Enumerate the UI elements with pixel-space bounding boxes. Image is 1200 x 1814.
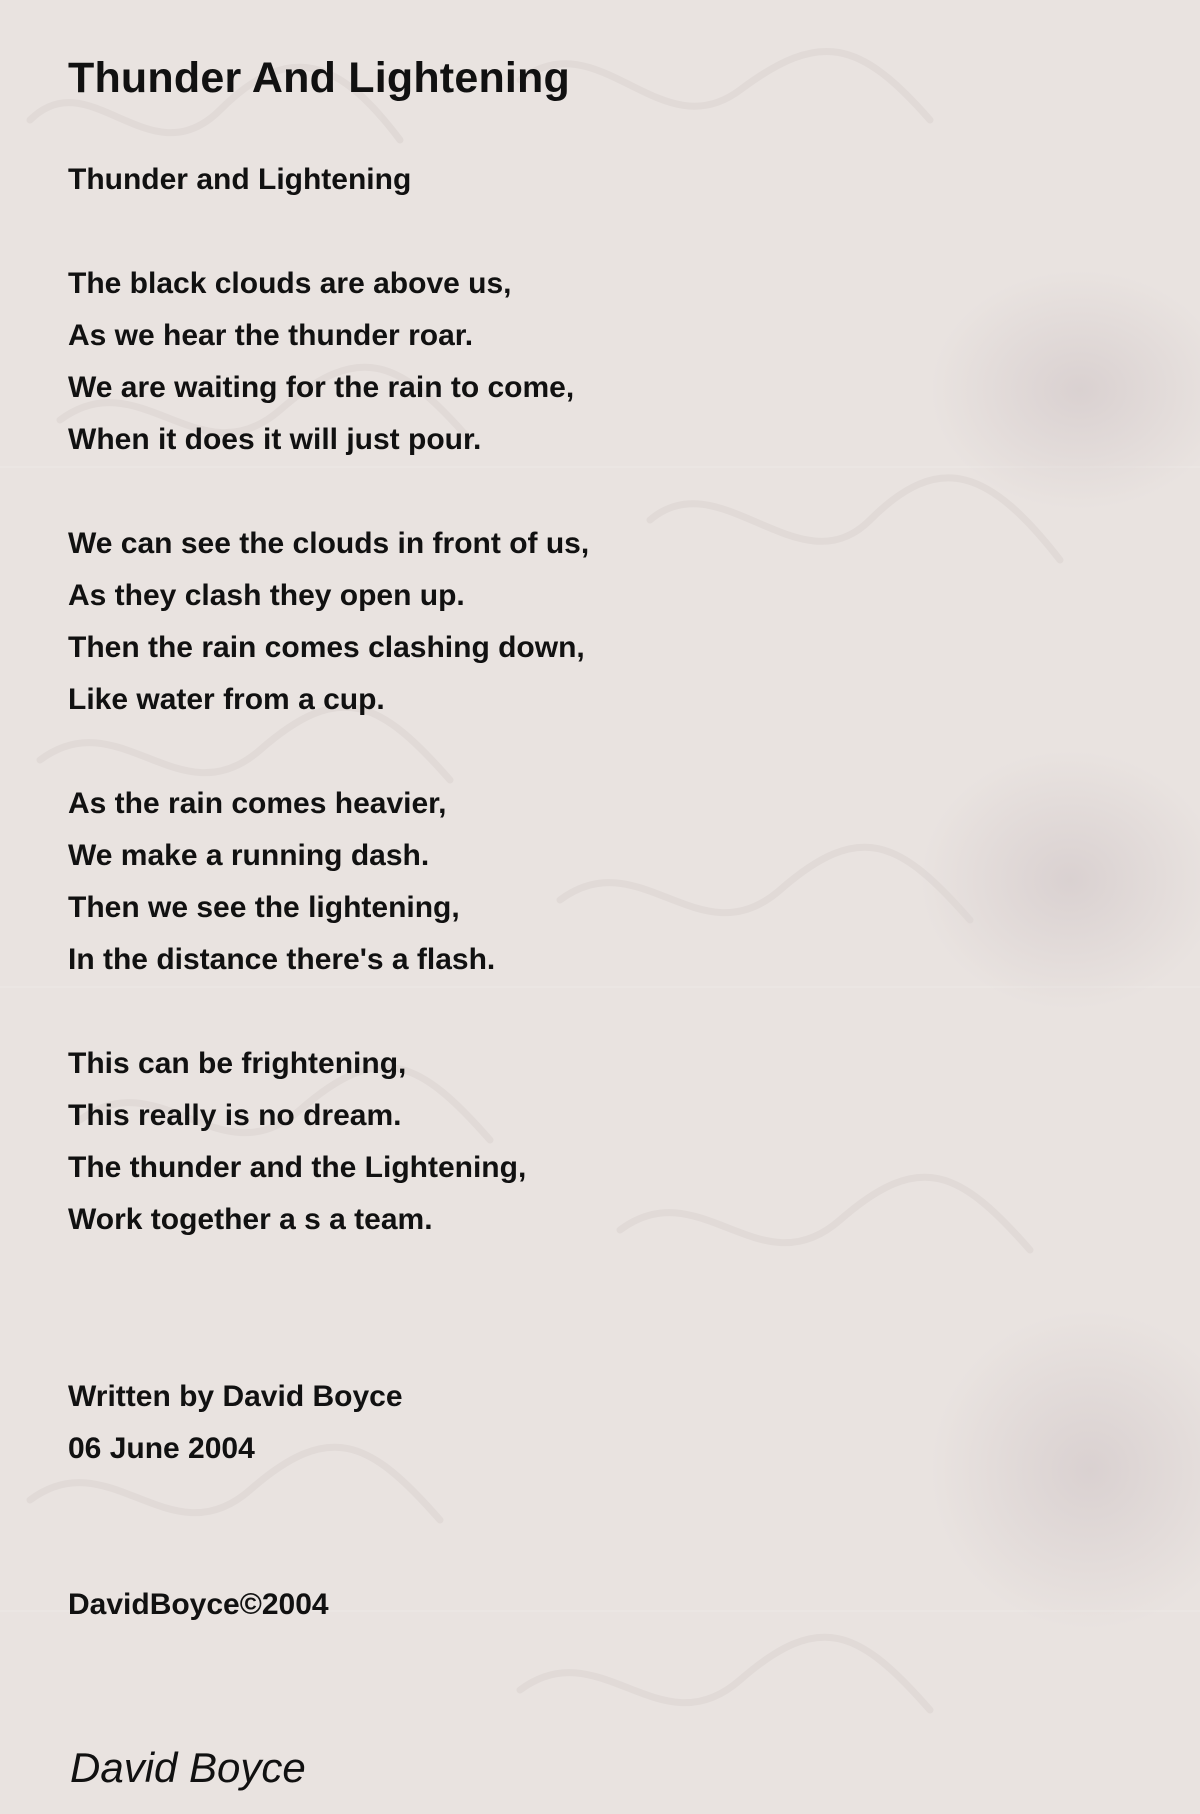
stanza-2 bbox=[68, 518, 589, 726]
poem-line: Work together a s a team. bbox=[68, 1203, 433, 1236]
author-signature: David Boyce bbox=[70, 1744, 306, 1791]
poem-content bbox=[68, 48, 1128, 1791]
poem-line: As we hear the thunder roar. bbox=[68, 319, 474, 352]
poem-title: Thunder And Lightening bbox=[68, 54, 570, 102]
poem-line: This can be frightening, bbox=[68, 1047, 407, 1080]
poem-body bbox=[68, 258, 589, 1298]
poem-line: We can see the clouds in front of us, bbox=[68, 527, 590, 560]
stanza-3 bbox=[68, 778, 589, 986]
poem-line: Like water from a cup. bbox=[68, 683, 385, 716]
poem-line: The black clouds are above us, bbox=[68, 267, 512, 300]
poem-date: 06 June 2004 bbox=[68, 1432, 255, 1465]
copyright-line: DavidBoyce©2004 bbox=[68, 1588, 329, 1621]
poem-line: When it does it will just pour. bbox=[68, 423, 482, 456]
poem-line: Then we see the lightening, bbox=[68, 891, 460, 924]
written-by-line: Written by David Boyce bbox=[68, 1380, 403, 1413]
poem-line: As they clash they open up. bbox=[68, 579, 465, 612]
poem-line: This really is no dream. bbox=[68, 1099, 402, 1132]
poem-line: The thunder and the Lightening, bbox=[68, 1151, 527, 1184]
poem-line: As the rain comes heavier, bbox=[68, 787, 447, 820]
poem-subtitle: Thunder and Lightening bbox=[68, 163, 412, 196]
poem-line: We are waiting for the rain to come, bbox=[68, 371, 575, 404]
stanza-1 bbox=[68, 258, 589, 466]
poem-line: We make a running dash. bbox=[68, 839, 430, 872]
poem-line: Then the rain comes clashing down, bbox=[68, 631, 585, 664]
poem-line: In the distance there's a flash. bbox=[68, 943, 496, 976]
stanza-4 bbox=[68, 1038, 589, 1246]
